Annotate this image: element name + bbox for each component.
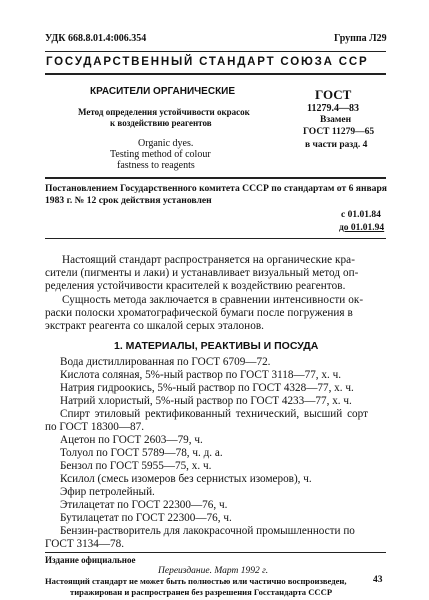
header-rule-top bbox=[45, 51, 386, 52]
standard-banner: ГОСУДАРСТВЕННЫЙ СТАНДАРТ СОЮЗА ССР bbox=[46, 56, 369, 68]
page-number: 43 bbox=[373, 575, 383, 585]
decree-line2: 1983 г. № 12 срок действия установлен bbox=[45, 195, 212, 206]
gost-label: ГОСТ bbox=[315, 87, 352, 102]
doc-subtitle-line1: Метод определения устойчивости окрасок bbox=[78, 107, 250, 117]
gost-number: 11279.4—83 bbox=[307, 103, 359, 114]
material-item: Ацетон по ГОСТ 2603—79, ч. bbox=[60, 434, 203, 446]
material-item: Эфир петролейный. bbox=[60, 486, 155, 498]
header-rule-bottom bbox=[45, 73, 386, 75]
udk-code: УДК 668.8.01.4:006.354 bbox=[45, 33, 147, 44]
english-title-line3: fastness to reagents bbox=[117, 160, 195, 171]
material-item-continued: ГОСТ 3134—78. bbox=[45, 538, 125, 550]
replace-label: Взамен bbox=[320, 115, 352, 125]
replace-part: в части разд. 4 bbox=[305, 140, 368, 150]
copyright-notice-line1: Настоящий стандарт не может быть полностью или частично воспроизведен, bbox=[45, 576, 347, 586]
title-block-rule bbox=[45, 177, 386, 179]
intro-line: раски полоски хроматографической бумаги после погружения в bbox=[45, 307, 353, 319]
english-title-line1: Organic dyes. bbox=[138, 138, 194, 149]
material-item: Кислота соляная, 5%-ный раствор по ГОСТ 3118—77, х. ч. bbox=[60, 369, 342, 381]
date-to: до 01.01.94 bbox=[339, 223, 385, 233]
intro-line: сители (пигменты и лаки) и устанавливает визуальный метод оп- bbox=[45, 267, 359, 279]
intro-line: ределения устойчивости красителей к воздействию реагентов. bbox=[45, 280, 346, 292]
doc-title: КРАСИТЕЛИ ОРГАНИЧЕСКИЕ bbox=[90, 86, 236, 97]
material-item-continued: по ГОСТ 18300—87. bbox=[45, 421, 145, 433]
decree-rule bbox=[45, 238, 386, 239]
material-item: Бензол по ГОСТ 5955—75, х. ч. bbox=[60, 460, 212, 472]
decree-line1: Постановлением Государственного комитета СССР по стандартам от 6 января bbox=[45, 183, 387, 194]
material-item: Вода дистиллированная по ГОСТ 6709—72. bbox=[60, 356, 271, 368]
intro-line: экстракт реагента со шкалой серых эталонов. bbox=[45, 320, 265, 332]
material-item: Этилацетат по ГОСТ 22300—76, ч. bbox=[60, 499, 228, 511]
english-title-line2: Testing method of colour bbox=[110, 149, 211, 160]
group-code: Группа Л29 bbox=[334, 33, 387, 44]
official-edition: Издание официальное bbox=[45, 555, 136, 565]
footer-rule bbox=[45, 552, 386, 553]
intro-line: Настоящий стандарт распространяется на органические кра- bbox=[62, 254, 355, 266]
date-from: с 01.01.84 bbox=[341, 210, 381, 220]
doc-subtitle-line2: к воздействию реагентов bbox=[110, 118, 212, 128]
material-item: Бутилацетат по ГОСТ 22300—76, ч. bbox=[60, 512, 232, 524]
section-title: 1. МАТЕРИАЛЫ, РЕАКТИВЫ И ПОСУДА bbox=[114, 340, 319, 352]
material-item: Натрия гидроокись, 5%-ный раствор по ГОСТ 4328—77, х. ч. bbox=[60, 382, 354, 394]
replace-gost: ГОСТ 11279—65 bbox=[303, 127, 375, 137]
material-item: Толуол по ГОСТ 5789—78, ч. д. а. bbox=[60, 447, 223, 459]
material-item: Натрий хлористый, 5%-ный раствор по ГОСТ 4233—77, х. ч. bbox=[60, 395, 352, 407]
material-item: Бензин-растворитель для лакокрасочной промышленности по bbox=[60, 525, 355, 537]
intro-line: Сущность метода заключается в сравнении интенсивности ок- bbox=[62, 294, 364, 306]
material-item: Спирт этиловый ректификованный технический, высший сорт bbox=[60, 408, 368, 420]
material-item: Ксилол (смесь изомеров без сернистых изомеров), ч. bbox=[60, 473, 312, 485]
copyright-notice-line2: тиражирован и распространен без разрешения Госстандарта СССР bbox=[70, 587, 333, 597]
reissue-note: Переиздание. Март 1992 г. bbox=[158, 566, 269, 576]
